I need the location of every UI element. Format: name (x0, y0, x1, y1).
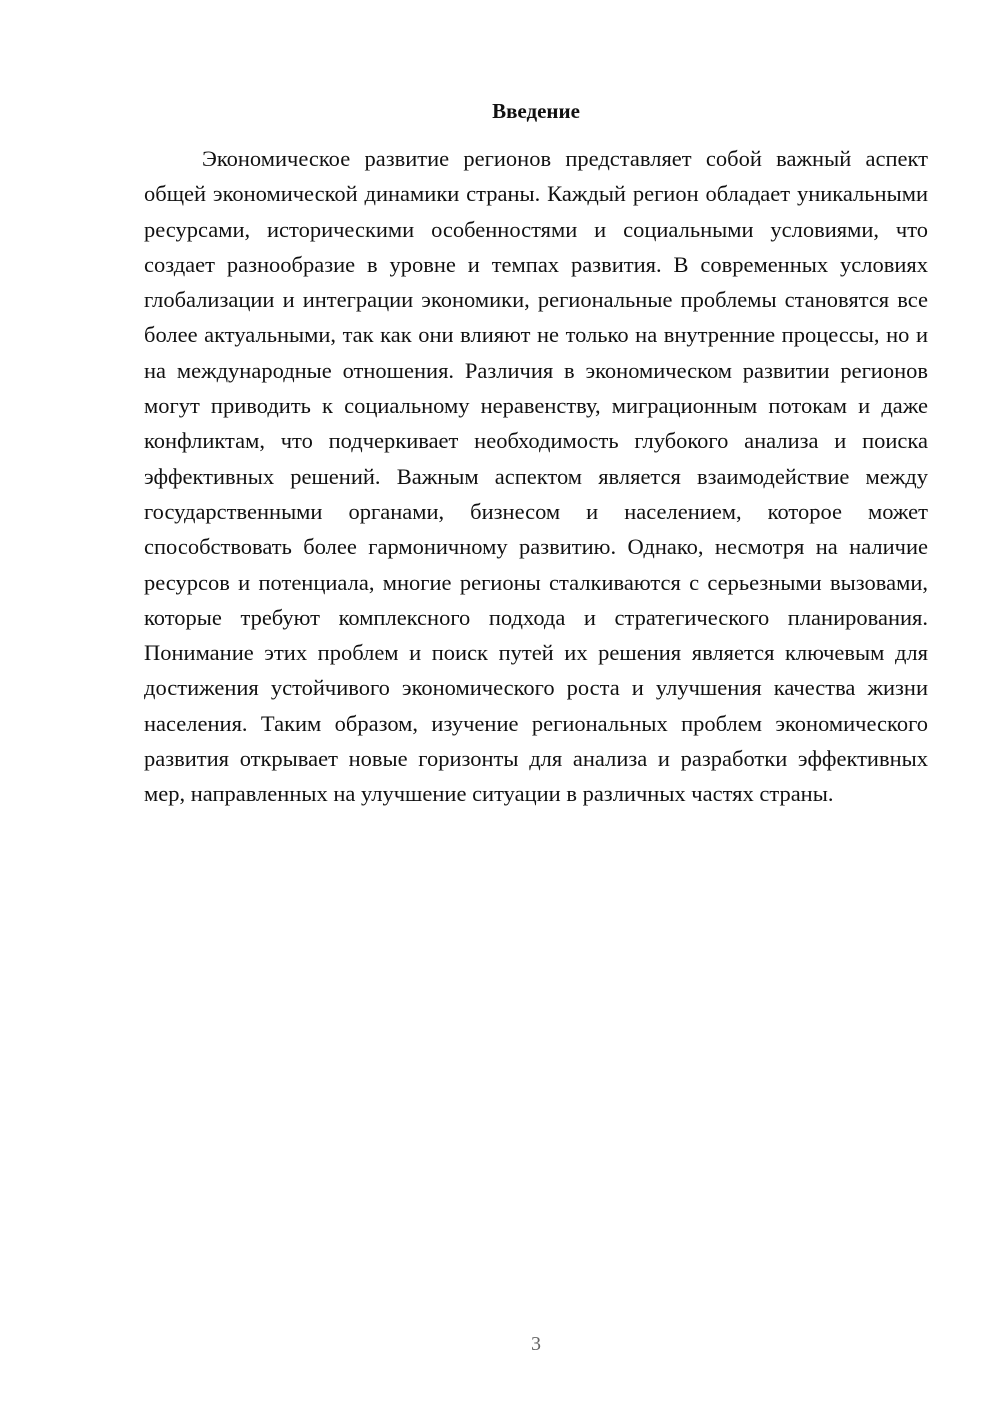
body-paragraph: Экономическое развитие регионов представляет собой важный аспект общей экономической динамики страны. Каждый регион обладает уникальными ресурсами, историческими особенностями и социальными условиями, что создает разнообразие в уровне и темпах развития. В современных условиях глобализации и интеграции экономики, региональные проблемы становятся все более актуальными, так как они влияют не только на внутренние процессы, но и на международные отношения. Различия в экономическом развитии регионов могут приводить к социальному неравенству, миграционным потокам и даже конфликтам, что подчеркивает необходимость глубокого анализа и поиска эффективных решений. Важным аспектом является взаимодействие между государственными органами, бизнесом и населением, которое может способствовать более гармоничному развитию. Однако, несмотря на наличие ресурсов и потенциала, многие регионы сталкиваются с серьезными вызовами, которые требуют комплексного подхода и стратегического планирования. Понимание этих проблем и поиск путей их решения является ключевым для достижения устойчивого экономического роста и улучшения качества жизни населения. Таким образом, изучение региональных проблем экономического развития открывает новые горизонты для анализа и разработки эффективных мер, направленных на улучшение ситуации в различных частях страны. (144, 146, 928, 807)
page-number: 3 (531, 1333, 541, 1355)
section-title: Введение (492, 99, 580, 123)
